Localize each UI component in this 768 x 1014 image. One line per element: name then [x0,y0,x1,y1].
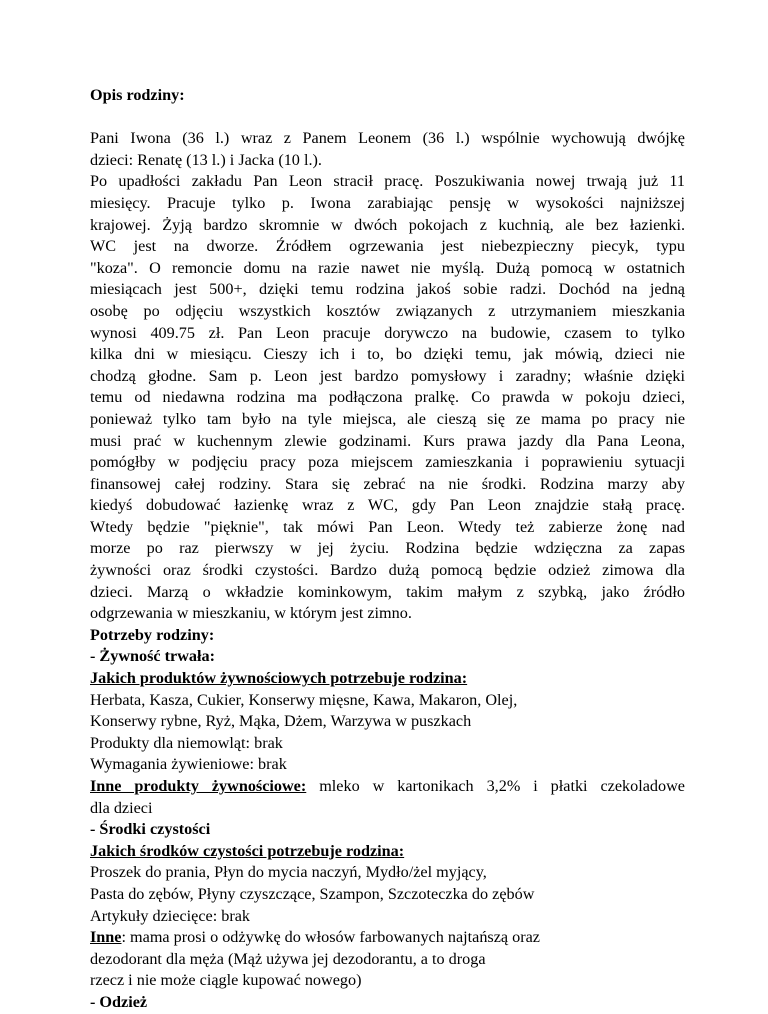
other-hygiene-continuation: dezodorant dla męża (Mąż używa jej dezodorantu, a to droga [90,949,486,968]
other-food-continuation: dla dzieci [90,798,153,817]
food-list-line: Herbata, Kasza, Cukier, Konserwy mięsne, Kawa, Makaron, Olej, [90,690,518,709]
description-line: żywności oraz środki czystości. Bardzo dużą pomocą będzie odzież zimowa dla [90,561,685,580]
description-line: miesięcy. Pracuje tylko p. Iwona zarabiając pensję w wysokości najniższej [90,193,685,212]
description-line: kiedyś dobudować łazienkę wraz z WC, gdy Pan Leon znajdzie stałą pracę. [90,496,685,515]
food-question: Jakich produktów żywnościowych potrzebuje rodzina: [90,669,468,688]
description-line: Po upadłości zakładu Pan Leon stracił pracę. Poszukiwania nowej trwają już 11 [90,172,685,191]
description-line: ponieważ tylko tam było na tyle miejsca, ale cieszą się ze mama po pracy nie [90,409,685,428]
hygiene-section-heading: - Środki czystości [90,820,211,839]
description-line: morze po raz pierwszy w jej życiu. Rodzina będzie wdzięczna za zapas [90,539,685,558]
other-hygiene-continuation: rzecz i nie może ciągle kupować nowego) [90,971,362,990]
description-line: chodzą głodne. Sam p. Leon jest bardzo pomysłowy i zaradny; właśnie dzięki [90,366,685,385]
other-hygiene-text: : mama prosi o odżywkę do włosów farbowanych najtańszą oraz [121,928,540,947]
other-food-label: Inne produkty żywnościowe: [90,777,307,795]
kids-articles: Artykuły dziecięce: brak [90,906,251,925]
description-line: dzieci: Renatę (13 l.) i Jacka (10 l.). [90,150,322,169]
family-description [90,128,685,625]
description-line: kilka dni w miesiącu. Cieszy ich i to, bo dzięki temu, jak mówią, dzieci nie [90,345,685,364]
description-line: krajowej. Żyją bardzo skromnie w dwóch pokojach z kuchnią, ale bez łazienki. [90,215,685,234]
description-line: wynosi 409.75 zł. Pan Leon pracuje dorywczo na budowie, czasem to tylko [90,323,685,342]
description-line: temu od niedawna rodzina ma podłączona pralkę. Co prawda w pokoju dzieci, [90,388,685,407]
needs-heading: Potrzeby rodziny: [90,625,215,644]
clothing-section-heading: - Odzież [90,992,148,1011]
infant-products: Produkty dla niemowląt: brak [90,733,283,752]
description-line: finansowej całej rodziny. Stara się zebrać na nie środki. Rodzina marzy aby [90,474,685,493]
description-line: Pani Iwona (36 l.) wraz z Panem Leonem (36 l.) wspólnie wychowują dwójkę [90,129,685,148]
other-food-line [90,776,685,798]
description-line: odgrzewania w mieszkaniu, w którym jest zimno. [90,604,412,623]
description-line: miesiącach jest 500+, dzięki temu rodzina jakoś sobie radzi. Dochód na jedną [90,280,685,299]
hygiene-list-line: Proszek do prania, Płyn do mycia naczyń, Mydło/żel myjący, [90,863,487,882]
document-title: Opis rodziny: [90,86,185,104]
food-list-line: Konserwy rybne, Ryż, Mąka, Dżem, Warzywa w puszkach [90,712,472,731]
description-line: dzieci. Marzą o wkładzie kominkowym, takim małym z szybką, jako źródło [90,582,685,601]
description-line: musi prać w kuchennym zlewie godzinami. Kurs prawa jazdy dla Pana Leona, [90,431,685,450]
other-hygiene-line [90,927,685,949]
other-food-text: mleko w kartonikach 3,2% i płatki czekoladowe [306,777,685,795]
food-section-heading: - Żywność trwała: [90,647,215,666]
hygiene-list-line: Pasta do zębów, Płyny czyszczące, Szampon, Szczoteczka do zębów [90,884,535,903]
description-line: pomógłby w podjęciu pracy poza miejscem zamieszkania i poprawieniu sytuacji [90,453,685,472]
description-line: "koza". O remoncie domu na razie nawet nie myślą. Dużą pomocą w ostatnich [90,258,685,277]
description-line: WC jest na dworze. Źródłem ogrzewania jest niebezpieczny piecyk, typu [90,237,685,256]
hygiene-question: Jakich środków czystości potrzebuje rodzina: [90,841,405,860]
document-page [90,85,685,1014]
diet-requirements: Wymagania żywieniowe: brak [90,755,287,774]
other-hygiene-label: Inne [90,928,122,947]
description-line: osobę po odjęciu wszystkich kosztów związanych z utrzymaniem mieszkania [90,301,685,320]
description-line: Wtedy będzie "pięknie", tak mówi Pan Leon. Wtedy też zabierze żonę nad [90,517,685,536]
